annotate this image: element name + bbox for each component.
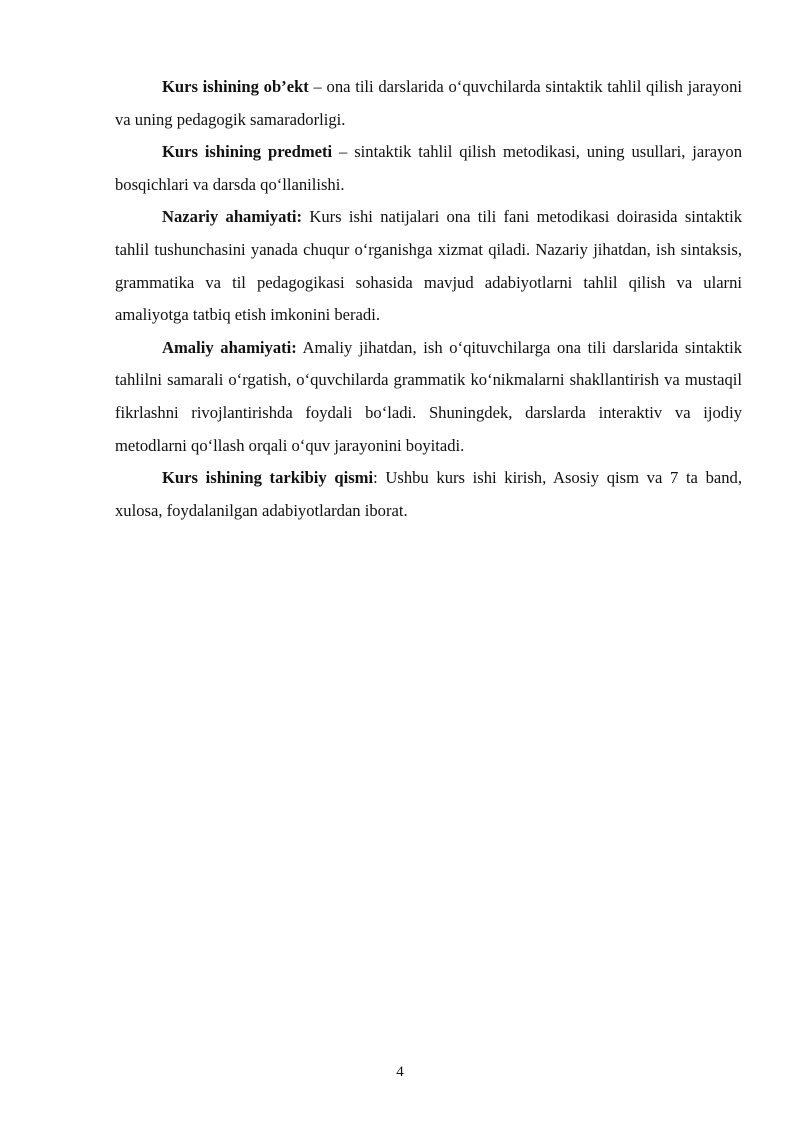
paragraph-object: [115, 71, 742, 136]
paragraph-theoretical-significance: [115, 201, 742, 331]
paragraph-text: – sintaktik tahlil qilish metodikasi, uning usullari, jarayon bosqichlari va darsda qo‘llanilishi.: [115, 142, 742, 194]
paragraph-subject: [115, 136, 742, 201]
paragraph-label: Kurs ishining tarkibiy qismi: [162, 468, 374, 488]
paragraph-structure: [115, 462, 742, 527]
paragraph-text: : Ushbu kurs ishi kirish, Asosiy qism va 7 ta band, xulosa, foydalanilgan adabiyotlardan iborat.: [115, 468, 742, 520]
paragraph-label: Kurs ishining predmeti: [162, 142, 333, 162]
paragraph-label: Nazariy ahamiyati:: [162, 207, 303, 227]
paragraph-text: Amaliy jihatdan, ish o‘qituvchilarga ona tili darslarida sintaktik tahlilni samarali o‘rgatish, o‘quvchilarda grammatik ko‘nikmalarni shakllantirish va mustaqil fikrlashni rivojlantirishda foydali bo‘ladi. Shuningdek, darslarda interaktiv va ijodiy metodlarni qo‘llash orqali o‘quv jarayonini boyitadi.: [115, 337, 743, 455]
paragraph-practical-significance: [115, 332, 742, 462]
paragraph-label: Kurs ishining ob’ekt: [162, 77, 309, 96]
paragraph-text: Kurs ishi natijalari ona tili fani metodikasi doirasida sintaktik tahlil tushunchasini yanada chuqur o‘rganishga xizmat qiladi. Nazariy jihatdan, ish sintaksis, grammatika va til pedagogikasi sohasida mavjud adabiyotlarni tahlil qilish va ularni amaliyotga tatbiq etish imkonini beradi.: [115, 207, 743, 325]
document-body: [115, 71, 742, 527]
page-number: 4: [396, 1064, 404, 1080]
paragraph-text: – ona tili darslarida o‘quvchilarda sintaktik tahlil qilish jarayoni va uning pedagogik samaradorligi.: [115, 77, 742, 129]
paragraph-label: Amaliy ahamiyati:: [162, 337, 297, 357]
